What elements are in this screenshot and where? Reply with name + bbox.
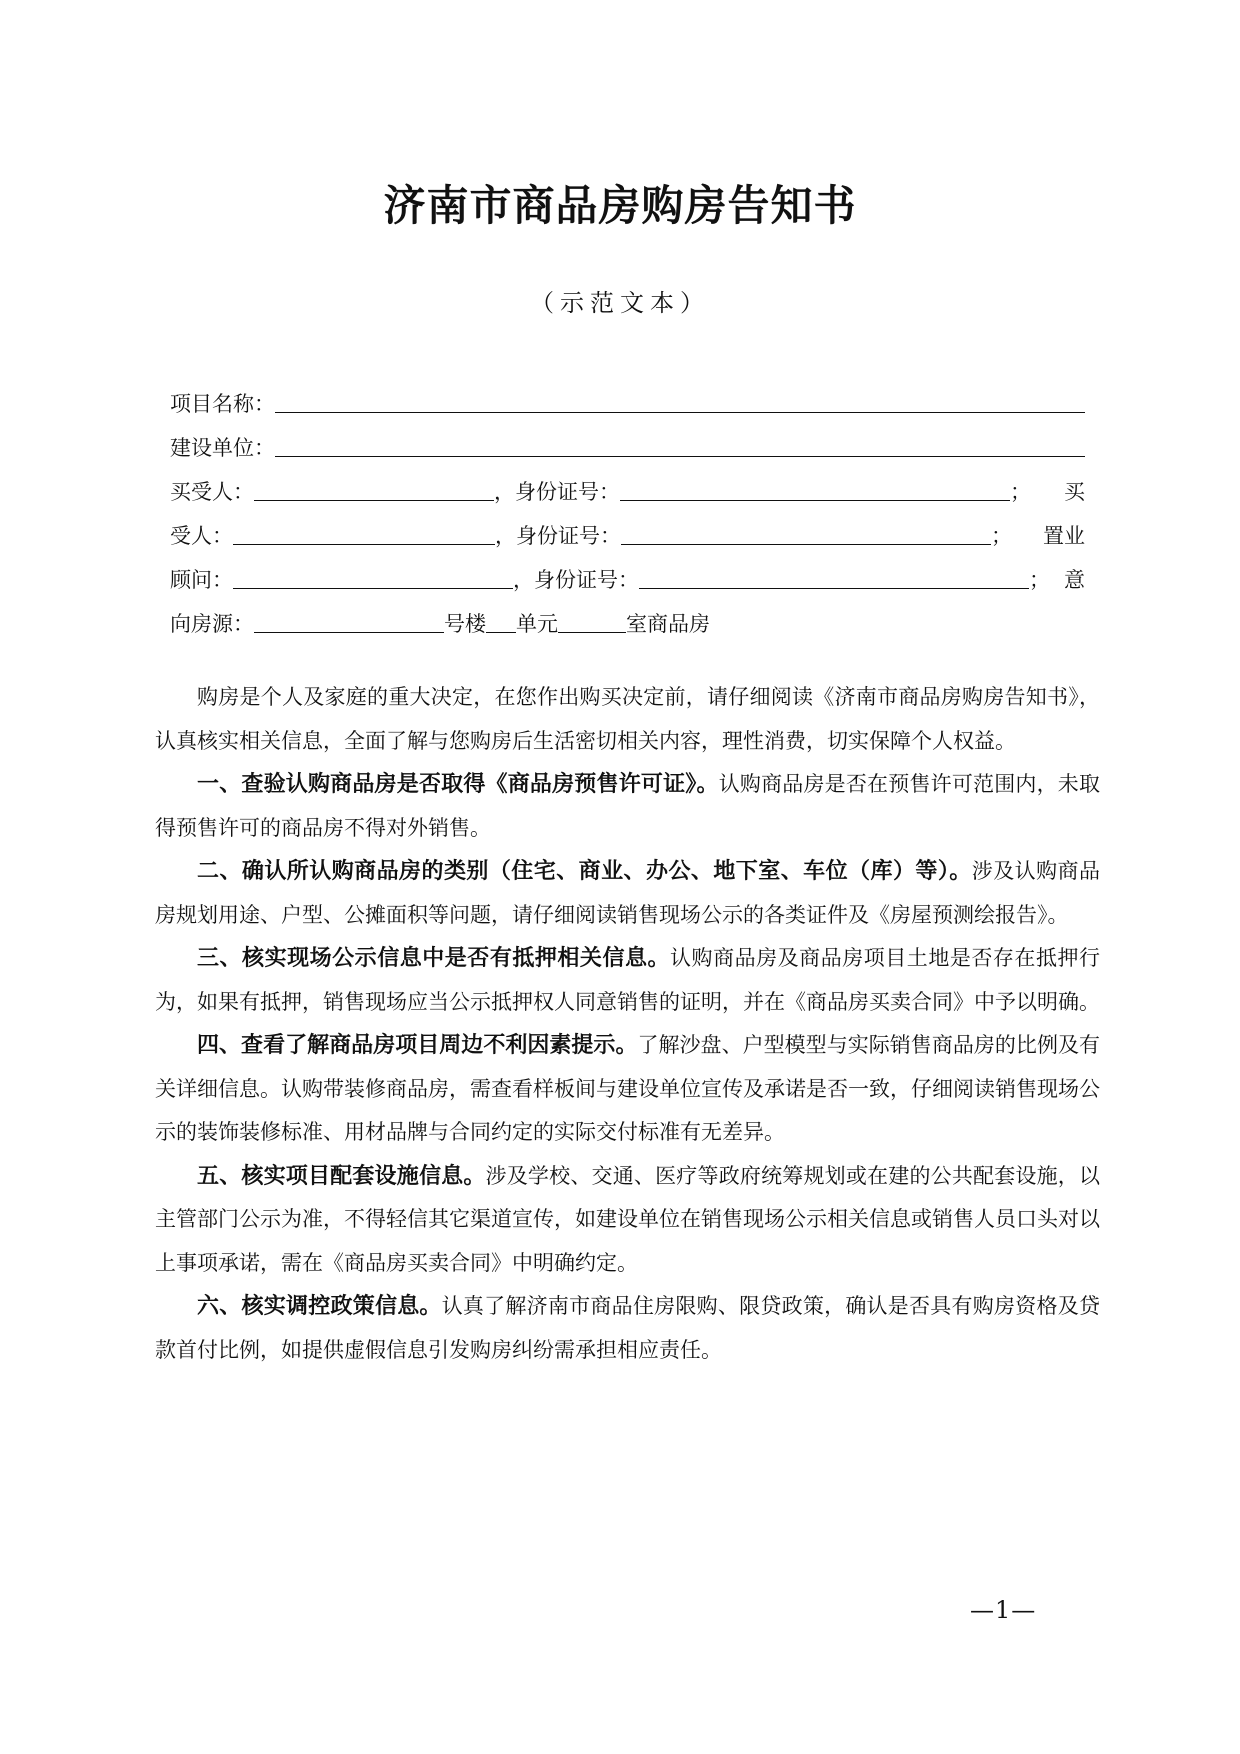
consultant-prefix: 置业 [1043, 524, 1085, 548]
info-fields [170, 375, 1085, 639]
item-heading: 一、查验认购商品房是否取得《商品房预售许可证》。 [197, 771, 719, 797]
document-title: 济南市商品房购房告知书 [383, 181, 857, 230]
consultant-id-label: ，身份证号： [513, 568, 639, 592]
item-heading: 四、查看了解商品房项目周边不利因素提示。 [197, 1032, 638, 1058]
semicolon: ； [1029, 568, 1050, 592]
building-label: 号楼 [444, 612, 486, 636]
buyer2-label: 受人： [170, 524, 233, 548]
item-text: 涉及认购商品房规划用途、户型、公摊面积等问题，请仔细阅读销售现场公示的各类证件及《房屋预测绘报告》。 [155, 859, 1100, 927]
consultant-blank[interactable] [233, 564, 513, 589]
developer-blank[interactable] [275, 432, 1085, 457]
field-row-buyer1 [170, 463, 1085, 507]
developer-label: 建设单位： [170, 436, 275, 460]
item-heading: 三、核实现场公示信息中是否有抵押相关信息。 [197, 945, 671, 971]
project-name-label: 项目名称： [170, 392, 275, 416]
item-text: 认购商品房及商品房项目土地是否存在抵押行为，如果有抵押，销售现场应当公示抵押权人同意销售的证明，并在《商品房买卖合同》中予以明确。 [155, 946, 1100, 1014]
room-label: 室商品房 [626, 612, 710, 636]
notice-body [155, 676, 1100, 1372]
buyer2-prefix: 买 [1064, 480, 1085, 504]
item-paragraph [155, 763, 1100, 850]
item-text: 了解沙盘、户型模型与实际销售商品房的比例及有关详细信息。认购带装修商品房，需查看样板间与建设单位宣传及承诺是否一致，仔细阅读销售现场公示的装饰装修标准、用材品牌与合同约定的实际交付标准有无差异。 [155, 1033, 1100, 1144]
item-heading: 二、确认所认购商品房的类别（住宅、商业、办公、地下室、车位（库）等）。 [197, 858, 972, 884]
unit-label: 单元 [516, 612, 558, 636]
buyer2-id-blank[interactable] [621, 520, 991, 545]
item-paragraph [155, 1285, 1100, 1372]
buyer2-blank[interactable] [233, 520, 495, 545]
project-name-blank[interactable] [275, 388, 1085, 413]
item-paragraph [155, 850, 1100, 937]
buyer1-blank[interactable] [254, 476, 494, 501]
field-row-consultant [170, 551, 1085, 595]
building-blank[interactable] [254, 608, 444, 633]
field-row-project [170, 375, 1085, 419]
item-paragraph [155, 937, 1100, 1024]
unit-blank[interactable] [486, 608, 516, 633]
field-row-house [170, 595, 1085, 639]
buyer2-id-label: ，身份证号： [495, 524, 621, 548]
consultant-id-blank[interactable] [639, 564, 1029, 589]
buyer1-label: 买受人： [170, 480, 254, 504]
semicolon: ； [991, 524, 1012, 548]
item-text: 涉及学校、交通、医疗等政府统筹规划或在建的公共配套设施，以主管部门公示为准，不得轻信其它渠道宣传，如建设单位在销售现场公示相关信息或销售人员口头对以上事项承诺，需在《商品房买卖合同》中明确约定。 [155, 1163, 1100, 1275]
field-row-developer [170, 419, 1085, 463]
buyer1-id-blank[interactable] [620, 476, 1010, 501]
intro-paragraph: 购房是个人及家庭的重大决定，在您作出购买决定前，请仔细阅读《济南市商品房购房告知书》，认真核实相关信息，全面了解与您购房后生活密切相关内容，理性消费，切实保障个人权益。 [155, 685, 1100, 753]
item-heading: 五、核实项目配套设施信息。 [197, 1162, 486, 1189]
consultant-label: 顾问： [170, 568, 233, 592]
item-text: 认真了解济南市商品住房限购、限贷政策，确认是否具有购房资格及贷款首付比例，如提供虚假信息引发购房纠纷需承担相应责任。 [155, 1294, 1100, 1362]
document-subtitle: （示范文本） [530, 289, 710, 317]
item-paragraph [155, 1155, 1100, 1286]
house-label: 向房源： [170, 612, 254, 636]
item-paragraph [155, 1024, 1100, 1155]
house-prefix: 意 [1064, 568, 1085, 592]
semicolon: ； [1010, 480, 1031, 504]
item-heading: 六、核实调控政策信息。 [197, 1293, 442, 1319]
page-number: —1— [970, 1596, 1037, 1624]
room-blank[interactable] [558, 608, 626, 633]
field-row-buyer2 [170, 507, 1085, 551]
buyer1-id-label: ，身份证号： [494, 480, 620, 504]
item-text: 认购商品房是否在预售许可范围内，未取得预售许可的商品房不得对外销售。 [155, 772, 1100, 840]
